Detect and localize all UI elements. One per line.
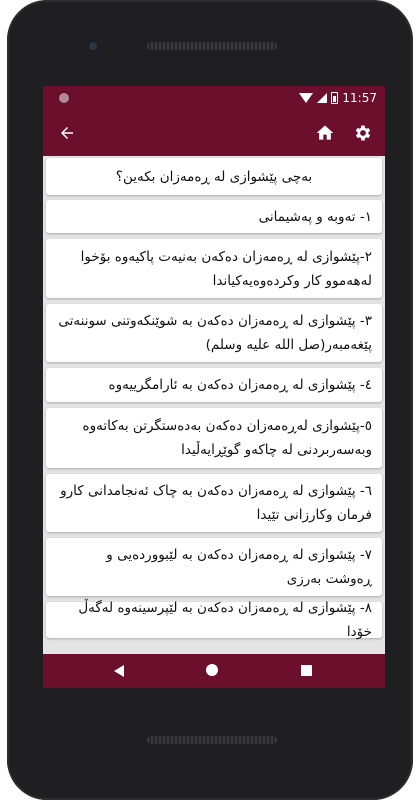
- screen: [43, 86, 385, 688]
- list-item[interactable]: [46, 538, 382, 596]
- app-bar: [43, 110, 385, 156]
- status-time: 11:57: [342, 91, 377, 105]
- list-item[interactable]: [46, 368, 382, 402]
- status-bar: [43, 86, 385, 110]
- gear-icon: [353, 123, 373, 143]
- list-item-label: ٣- پێشوازی لە ڕەمەزان دەکەن بە شوێنکەوتنی سوننەتی پێغەمبەر(صل الله علیه وسلم): [58, 313, 372, 353]
- list-item[interactable]: [46, 474, 382, 532]
- list-item[interactable]: [46, 239, 382, 298]
- notification-dot-icon: [59, 93, 69, 103]
- list-item-label: ٧- پێشوازی لە ڕەمەزان دەکەن بە لێبووردەیی و ڕەوشت بەرزی: [106, 547, 372, 587]
- speaker-grille: [147, 42, 277, 50]
- arrow-back-icon: [58, 124, 76, 142]
- bottom-speaker-grille: [147, 736, 277, 744]
- list-item[interactable]: [46, 200, 382, 233]
- topic-list: [43, 156, 385, 654]
- nav-recents-icon[interactable]: [301, 665, 312, 676]
- system-nav-bar: [43, 654, 385, 688]
- nav-home-icon[interactable]: [206, 664, 218, 676]
- back-button[interactable]: [51, 117, 83, 149]
- signal-icon: [317, 93, 327, 103]
- settings-button[interactable]: [347, 117, 379, 149]
- list-item-label: ٢-پێشوازی لە ڕەمەزان دەکەن بەنیەت پاکیەوە بۆخوا لەهەموو کار وکردەوەیەکیاندا: [80, 248, 372, 289]
- home-icon: [315, 123, 335, 143]
- list-item-label: ٤- پێشوازی لە ڕەمەزان دەکەن بە ئارامگرییەوە: [108, 377, 372, 393]
- list-item[interactable]: [46, 602, 382, 638]
- list-item-title: بەچی پێشوازی لە ڕەمەزان بکەین؟: [115, 168, 313, 185]
- list-item-label: ٦- پێشوازی لە ڕەمەزان دەکەن بە چاک ئەنجامدانی کارو فرمان وکارزانی تێیدا: [60, 483, 372, 523]
- battery-icon: [331, 92, 338, 104]
- list-item[interactable]: [46, 158, 382, 195]
- status-icons: [299, 89, 377, 107]
- list-item-label: ٨- پێشوازی لە ڕەمەزان دەکەن بە لێپرسینەوە لەگەڵ خۆدا: [78, 600, 372, 640]
- list-item-label: ٥-پێشوازی لەڕەمەزان دەکەن بەدەستگرتن بەکاتەوە وبەسەربردنی لە چاکەو گوێڕایەڵیدا: [82, 418, 372, 458]
- list-item[interactable]: [46, 408, 382, 468]
- nav-back-icon[interactable]: [114, 665, 124, 677]
- home-button[interactable]: [309, 117, 341, 149]
- front-camera: [87, 40, 99, 52]
- list-item-label: ١- تەوبە و پەشیمانی: [258, 208, 372, 225]
- wifi-icon: [299, 93, 313, 103]
- phone-frame: [7, 0, 413, 800]
- list-item[interactable]: [46, 304, 382, 362]
